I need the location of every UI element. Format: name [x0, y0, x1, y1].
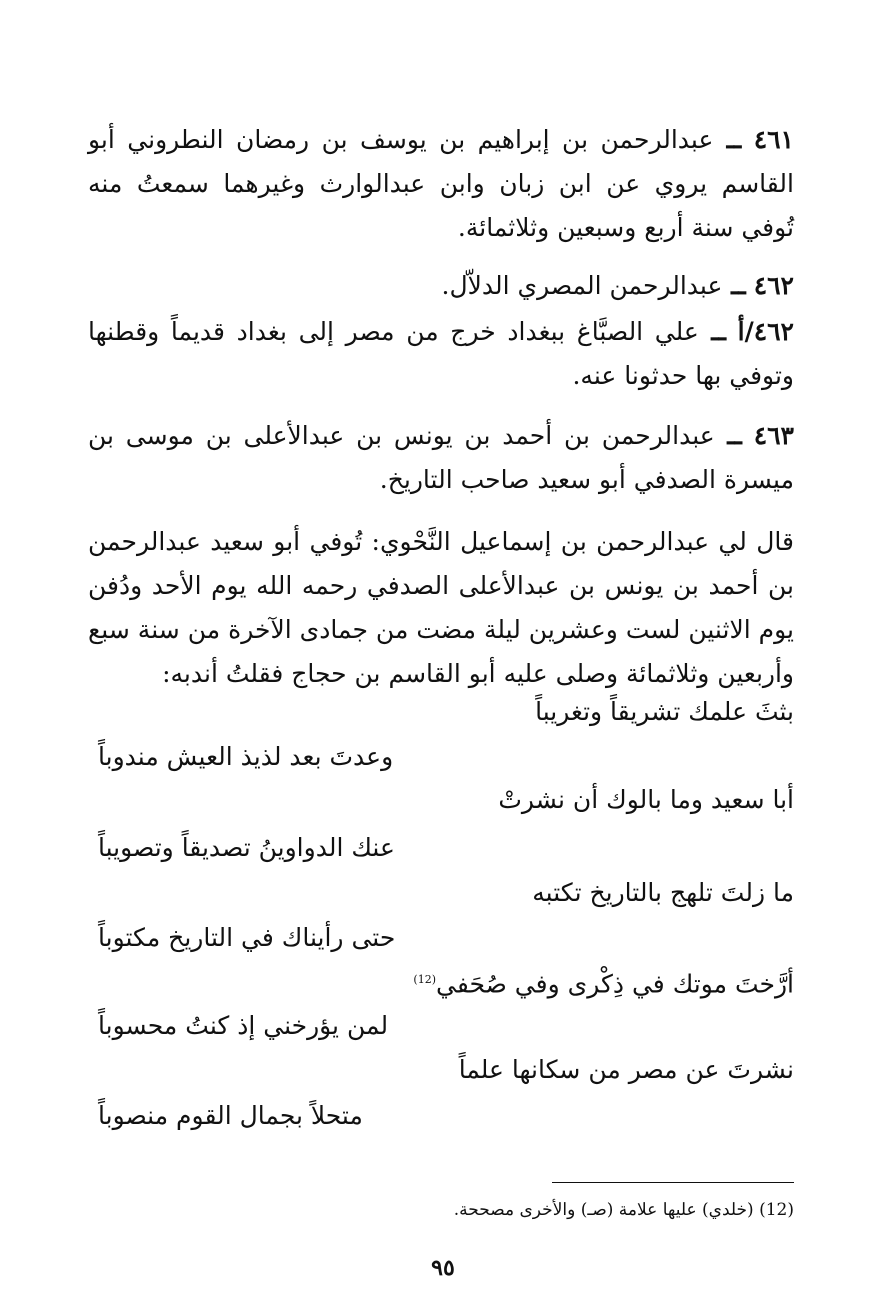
- poem-line: أبا سعيد وما بالوك أن نشرتْ: [498, 785, 794, 814]
- poem-line: متحلاً بجمال القوم منصوباً: [98, 1101, 363, 1130]
- footnote: [454, 1198, 794, 1222]
- entry-461: ٤٦١ ــ عبدالرحمن بن إبراهيم بن يوسف بن رمضان النطروني أبو القاسم يروي عن ابن زبان وابن عبدالوارث وغيرهما سمعتُ منه تُوفي سنة أربع وسبعين وثلاثمائة.: [88, 125, 794, 242]
- entry-462a: ٤٦٢/أ ــ علي الصبَّاغ ببغداد خرج من مصر إلى بغداد قديماً وقطنها وتوفي بها حدثونا عنه.: [88, 317, 794, 390]
- entry-number: ٤٦٣: [753, 421, 794, 450]
- page-number: ٩٥: [431, 1255, 455, 1281]
- footnote-marker: (12): [759, 1200, 794, 1220]
- entry-463: ٤٦٣ ــ عبدالرحمن بن أحمد بن يونس بن عبدالأعلى بن موسى بن ميسرة الصدفي أبو سعيد صاحب التاريخ.: [88, 421, 794, 494]
- footnote-divider: [552, 1182, 794, 1183]
- entry-text: عبدالرحمن بن إبراهيم بن يوسف بن رمضان النطروني أبو القاسم يروي عن ابن زبان وابن عبدالوارث وغيرهما سمعتُ منه تُوفي سنة أربع وسبعين وثلاثمائة.: [88, 125, 794, 242]
- poem-line: حتى رأيناك في التاريخ مكتوباً: [98, 923, 396, 952]
- poem-line: نشرتَ عن مصر من سكانها علماً: [458, 1055, 794, 1084]
- poem-line: وعدتَ بعد لذيذ العيش مندوباً: [98, 742, 394, 771]
- entry-number: ٤٦٢/أ: [737, 317, 794, 346]
- entry-462: ٤٦٢ ــ عبدالرحمن المصري الدلاّل.: [441, 271, 794, 300]
- poem-line-text: أرَّختَ موتك في ذِكْرى وفي صُحَفي: [436, 969, 794, 999]
- footnote-text: (خلدي) عليها علامة (صـ) والأخرى مصححة.: [453, 1200, 754, 1220]
- entry-text: علي الصبَّاغ ببغداد خرج من مصر إلى بغداد قديماً وقطنها وتوفي بها حدثونا عنه.: [88, 317, 794, 390]
- poem-line: [413, 960, 794, 1004]
- narrative-paragraph: قال لي عبدالرحمن بن إسماعيل النَّحْوي: تُوفي أبو سعيد عبدالرحمن بن أحمد بن يونس بن عبدالأعلى الصدفي رحمه الله يوم الأحد ودُفن يوم الاثنين لست وعشرين ليلة مضت من جمادى الآخرة من سنة سبع وأربعين وثلاثمائة وصلى عليه أبو القاسم بن حجاج فقلتُ أندبه:: [88, 527, 794, 688]
- entry-number: ٤٦٢: [753, 271, 794, 300]
- entry-text: عبدالرحمن بن أحمد بن يونس بن عبدالأعلى بن موسى بن ميسرة الصدفي أبو سعيد صاحب التاريخ.: [88, 421, 794, 494]
- entry-text: عبدالرحمن المصري الدلاّل.: [441, 271, 723, 300]
- poem-line: لمن يؤرخني إذ كنتُ محسوباً: [98, 1011, 389, 1040]
- poem-line: بثثَ علمك تشريقاً وتغريباً: [535, 697, 794, 726]
- poem-line: عنك الدواوينُ تصديقاً وتصويباً: [98, 833, 395, 862]
- entry-number: ٤٦١: [753, 125, 794, 154]
- poem-line: ما زلتَ تلهج بالتاريخ تكتبه: [532, 878, 794, 907]
- footnote-reference: (12): [413, 973, 437, 986]
